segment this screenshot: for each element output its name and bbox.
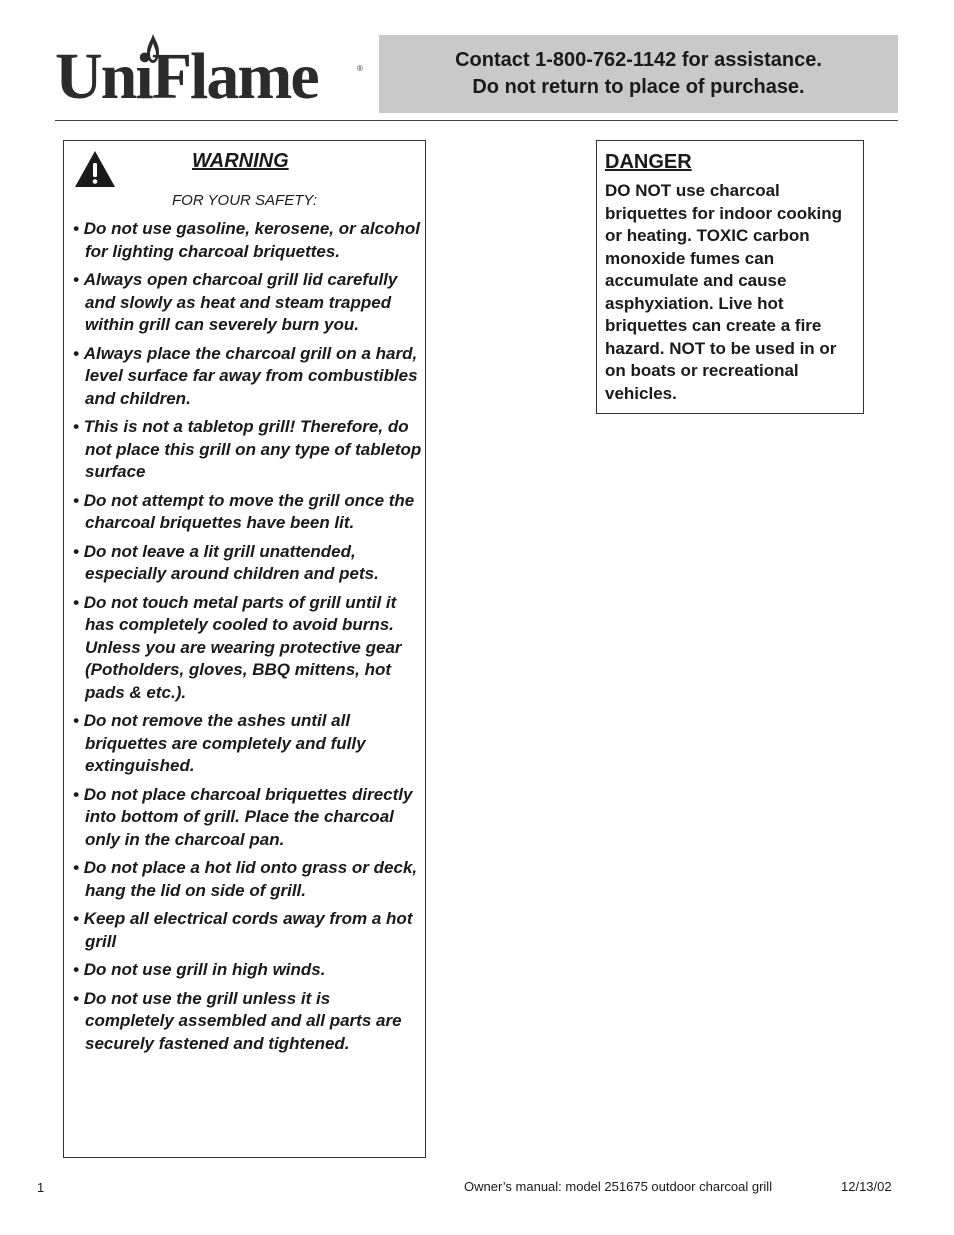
danger-title: DANGER bbox=[605, 151, 692, 173]
warning-item: • This is not a tabletop grill! Therefore, do not place this grill on any type of tabletop surface bbox=[73, 416, 423, 484]
warning-list bbox=[73, 218, 423, 1061]
footer-date: 12/13/02 bbox=[841, 1179, 892, 1194]
registered-mark: ® bbox=[357, 64, 363, 73]
contact-banner bbox=[379, 35, 898, 113]
warning-item: • Do not use gasoline, kerosene, or alcohol for lighting charcoal briquettes. bbox=[73, 218, 423, 263]
warning-item: • Do not attempt to move the grill once the charcoal briquettes have been lit. bbox=[73, 490, 423, 535]
warning-item: • Do not touch metal parts of grill until it has completely cooled to avoid burns. Unless you are wearing protective gear (Potholders, gloves, BBQ mittens, hot pads & etc.). bbox=[73, 592, 423, 705]
warning-item: • Always place the charcoal grill on a hard, level surface far away from combustibles and children. bbox=[73, 343, 423, 411]
contact-phone-line: Contact 1-800-762-1142 for assistance. bbox=[455, 49, 822, 71]
danger-box bbox=[596, 140, 864, 414]
warning-item: • Do not place a hot lid onto grass or deck, hang the lid on side of grill. bbox=[73, 857, 423, 902]
warning-subtitle: FOR YOUR SAFETY: bbox=[171, 192, 318, 209]
header-divider bbox=[55, 120, 898, 121]
warning-title: WARNING bbox=[192, 150, 289, 172]
warning-item: • Do not use grill in high winds. bbox=[73, 959, 423, 982]
warning-item: • Do not use the grill unless it is completely assembled and all parts are securely fastened and tightened. bbox=[73, 988, 423, 1056]
warning-item: • Do not place charcoal briquettes directly into bottom of grill. Place the charcoal only in the charcoal pan. bbox=[73, 784, 423, 852]
danger-text: DO NOT use charcoal briquettes for indoor cooking or heating. TOXIC carbon monoxide fumes can accumulate and cause asphyxiation. Live hot briquettes can create a fire hazard. NOT to be used in or on boats or recreational vehicles. bbox=[605, 181, 843, 403]
page-number: 1 bbox=[37, 1180, 45, 1195]
warning-triangle-icon bbox=[74, 150, 116, 188]
contact-return-line: Do not return to place of purchase. bbox=[472, 76, 805, 98]
uniflame-logo bbox=[55, 30, 370, 112]
logo-wordmark: UniFlame bbox=[55, 40, 318, 113]
warning-box bbox=[63, 140, 426, 1158]
warning-item: • Always open charcoal grill lid carefully and slowly as heat and steam trapped within grill can severely burn you. bbox=[73, 269, 423, 337]
warning-item: • Do not remove the ashes until all briquettes are completely and fully extinguished. bbox=[73, 710, 423, 778]
footer-manual-title: Owner’s manual: model 251675 outdoor charcoal grill bbox=[464, 1179, 773, 1194]
warning-item: • Do not leave a lit grill unattended, especially around children and pets. bbox=[73, 541, 423, 586]
warning-item: • Keep all electrical cords away from a hot grill bbox=[73, 908, 423, 953]
